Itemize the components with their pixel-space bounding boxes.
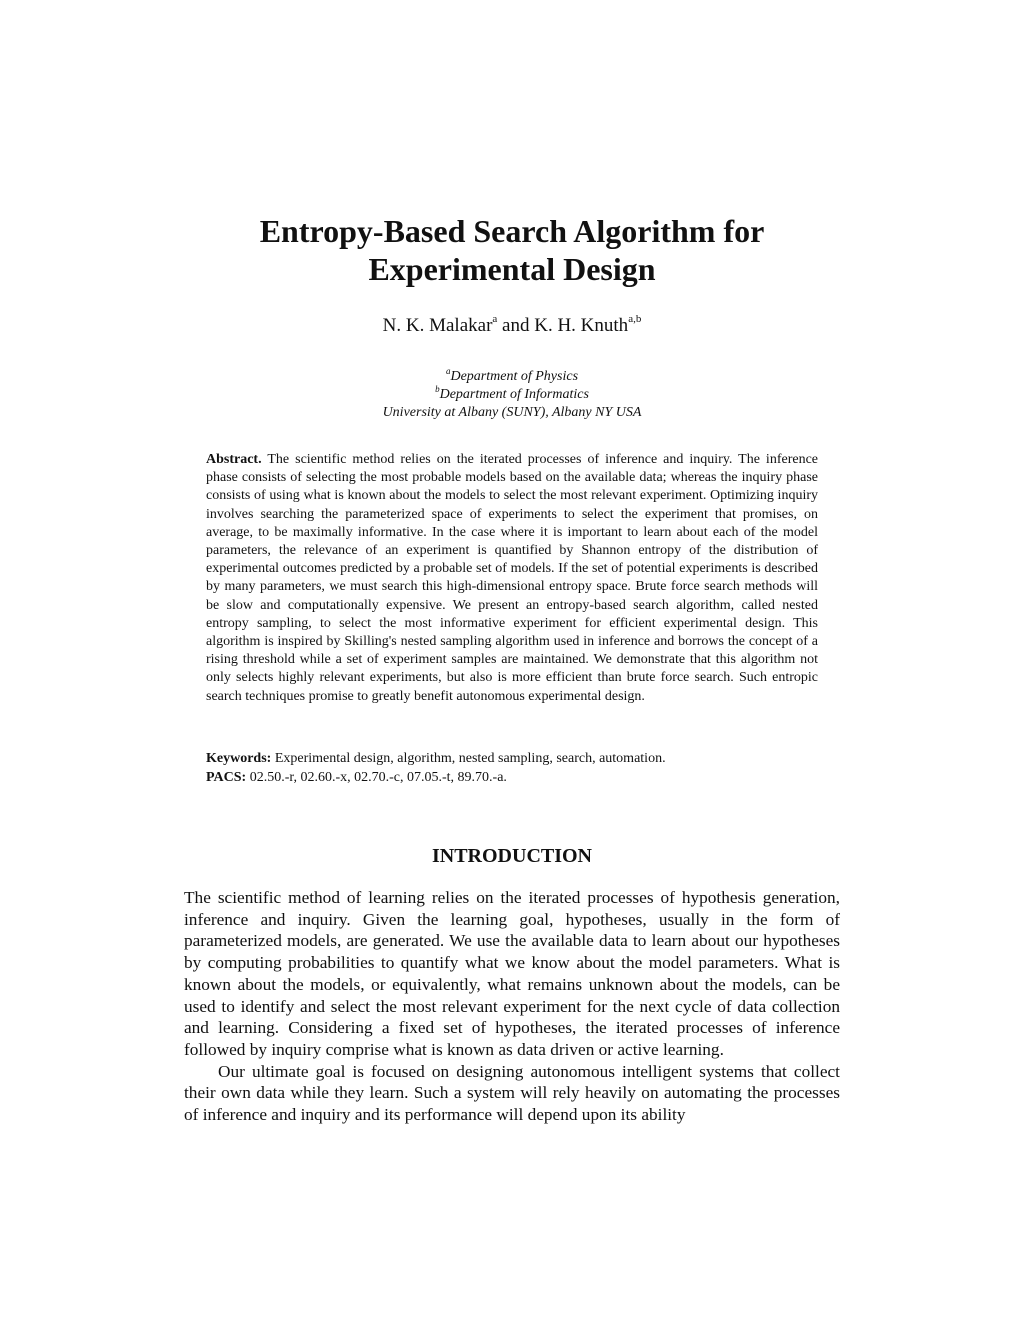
pacs-label: PACS:	[206, 769, 247, 785]
affiliation-mark: a	[445, 366, 451, 376]
keywords-text: Experimental design, algorithm, nested sampling, search, automation.	[271, 751, 666, 766]
body-paragraph-1: The scientific method of learning relies on the iterated processes of hypothesis generation, inference and inquiry. Given the learning goal, hypotheses, usually in the form of parameterized models, are generated. We use the available data to learn about our hypotheses by computing probabilities to quantify what we know about the model parameters. What is known about the models, or equivalently, what remains unknown about the models, can be used to identify and select the most relevant experiment for the next cycle of data collection and learning. Considering a fixed set of hypotheses, the iterated processes of inference followed by inquiry comprise what is known as data driven or active learning.	[184, 888, 840, 1059]
paper-title	[0, 212, 1024, 288]
keywords-label: Keywords:	[206, 751, 272, 766]
author-1-affiliation-mark: a	[492, 313, 498, 325]
abstract-paragraph	[206, 451, 818, 706]
abstract	[206, 451, 818, 706]
title-line-2: Experimental Design	[368, 251, 656, 287]
affiliation-line	[0, 368, 1024, 386]
affiliation-line	[0, 404, 1024, 422]
abstract-text: The scientific method relies on the iterated processes of inference and inquiry. The inference phase consists of selecting the most probable models based on the available data; whereas the inquiry phase consists of using what is known about the models to select the most relevant experiment. Optimizing inquiry involves searching the parameterized space of experiments to select the experiment that promises, on average, to be maximally informative. In the case where it is important to learn about each of the model parameters, the relevance of an experiment is quantified by Shannon entropy of the distribution of experimental outcomes predicted by a probable set of models. If the set of potential experiments is described by many parameters, we must search this high-dimensional entropy space. Brute force search methods will be slow and computationally expensive. We present an entropy-based search algorithm, called nested entropy sampling, to select the most informative experiment for efficient experimental design. This algorithm is inspired by Skilling's nested sampling algorithm used in inference and borrows the concept of a rising threshold while a set of experiment samples are maintained. We demonstrate that this algorithm not only selects highly relevant experiments, but also is more efficient than brute force search. Such entropic search techniques promise to greatly benefit autonomous experimental design.	[206, 452, 818, 704]
introduction-body	[184, 887, 840, 1126]
title-line-1: Entropy-Based Search Algorithm for	[259, 213, 765, 249]
author-separator: and	[497, 315, 535, 336]
pacs-text: 02.50.-r, 02.60.-x, 02.70.-c, 07.05.-t, 89.70.-a.	[246, 769, 507, 785]
author-2-affiliation-mark: a,b	[628, 313, 642, 325]
pacs-line	[206, 769, 818, 788]
body-paragraph-2: Our ultimate goal is focused on designing autonomous intelligent systems that collect their own data while they learn. Such a system will rely heavily on automating the processes of inference and inquiry and its performance will depend upon its ability	[184, 1061, 840, 1125]
affiliation-text: Department of Informatics	[439, 387, 589, 402]
affiliation-mark: b	[435, 384, 440, 394]
author-2: K. H. Knuth	[534, 315, 629, 336]
affiliation-text: Department of Physics	[450, 369, 579, 384]
affiliation-line	[0, 386, 1024, 404]
affiliation-text: University at Albany (SUNY), Albany NY USA	[382, 405, 642, 420]
author-list	[0, 313, 1024, 339]
author-1: N. K. Malakar	[382, 315, 493, 336]
abstract-label: Abstract.	[206, 452, 262, 467]
paper-metadata	[206, 750, 818, 787]
section-heading-introduction: INTRODUCTION	[431, 845, 593, 867]
keywords-line	[206, 750, 818, 769]
affiliations	[0, 368, 1024, 422]
